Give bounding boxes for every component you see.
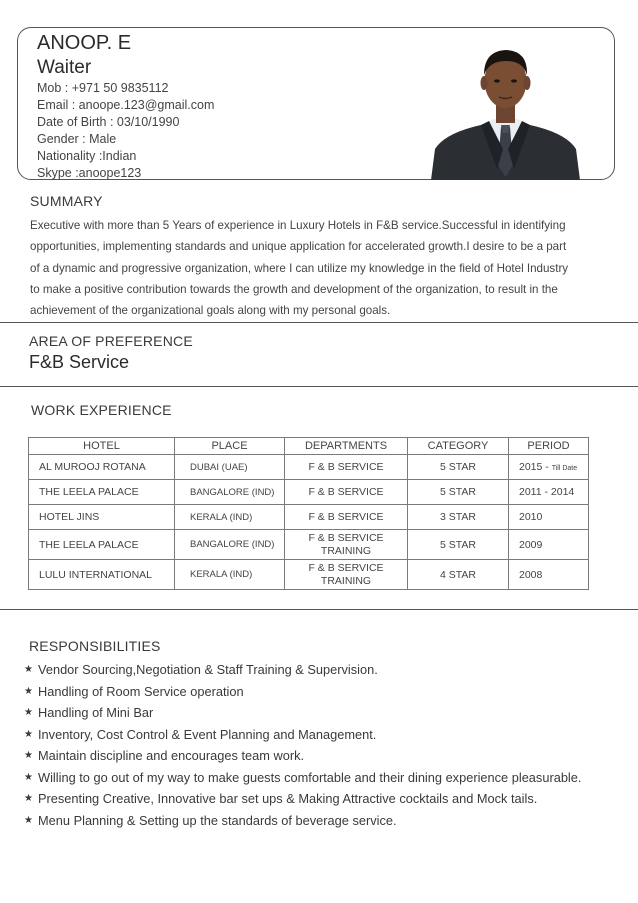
column-header-departments: DEPARTMENTS (285, 438, 408, 455)
list-item (24, 724, 581, 746)
cell-place: DUBAI (UAE) (175, 455, 285, 480)
summary-line: to make a positive contribution towards the growth and development of the organization, to result in the (30, 282, 558, 296)
cell-hotel: LULU INTERNATIONAL (29, 560, 175, 590)
table-row (29, 560, 589, 590)
cell-period: 2009 (509, 530, 589, 560)
list-item-text: Inventory, Cost Control & Event Planning and Management. (38, 726, 377, 742)
cell-department: F & B SERVICE (285, 505, 408, 530)
candidate-name: ANOOP. E (37, 32, 132, 54)
profile-photo-illustration (431, 41, 580, 180)
period-note: Till Date (551, 465, 578, 472)
section-divider (0, 609, 638, 610)
cell-period: 2010 (509, 505, 589, 530)
contact-skype: Skype :anoope123 (37, 166, 142, 180)
list-item (24, 681, 581, 703)
star-icon: ★ (24, 728, 33, 740)
list-item (24, 767, 581, 789)
cell-place: BANGALORE (IND) (175, 530, 285, 560)
cell-place: KERALA (IND) (175, 560, 285, 590)
cell-department: F & B SERVICE (285, 455, 408, 480)
star-icon: ★ (24, 685, 33, 697)
summary-text (30, 215, 608, 321)
contact-mobile: Mob : +971 50 9835112 (37, 81, 169, 95)
contact-email: Email : anoope.123@gmail.com (37, 98, 215, 112)
cell-category: 3 STAR (408, 505, 509, 530)
star-icon: ★ (24, 707, 33, 718)
responsibilities-list (24, 659, 581, 831)
list-item (24, 810, 581, 832)
list-item (24, 788, 581, 810)
cell-category: 5 STAR (408, 455, 509, 480)
contact-nationality: Nationality :Indian (37, 149, 137, 163)
cell-hotel: AL MUROOJ ROTANA (29, 455, 175, 480)
cell-hotel: THE LEELA PALACE (29, 480, 175, 505)
period-text: 2015 - (519, 461, 549, 473)
table-header-row (29, 438, 589, 455)
star-icon: ★ (24, 771, 33, 783)
list-item (24, 659, 581, 681)
list-item (24, 745, 581, 767)
summary-line: opportunities, implementing standards and unique application for accelerated growth.I desire to be a part (30, 240, 567, 254)
cell-period: 2011 - 2014 (509, 480, 589, 505)
cell-hotel: THE LEELA PALACE (29, 530, 175, 560)
cell-department: F & B SERVICE TRAINING (285, 530, 408, 560)
summary-line: Executive with more than 5 Years of experience in Luxury Hotels in F&B service.Successful in identifying (30, 219, 566, 232)
cell-place: KERALA (IND) (175, 505, 285, 530)
table-row (29, 455, 589, 480)
summary-line: of a dynamic and progressive organization, where I can utilize my knowledge in the field of Hotel Industry (30, 261, 569, 275)
preference-heading: AREA OF PREFERENCE (29, 333, 193, 349)
list-item-text: Maintain discipline and encourages team work. (38, 748, 305, 763)
column-header-category: CATEGORY (408, 438, 509, 455)
column-header-hotel: HOTEL (29, 438, 175, 455)
section-divider (0, 322, 638, 323)
star-icon: ★ (24, 750, 33, 761)
list-item-text: Handling of Mini Bar (38, 705, 154, 720)
list-item-text: Menu Planning & Setting up the standards of beverage service. (38, 812, 397, 828)
list-item-text: Presenting Creative, Innovative bar set ups & Making Attractive cocktails and Mock tails. (38, 791, 538, 806)
column-header-period: PERIOD (509, 438, 589, 455)
contact-details (37, 80, 214, 182)
summary-heading: SUMMARY (30, 193, 103, 209)
work-heading: WORK EXPERIENCE (31, 402, 172, 418)
contact-gender: Gender : Male (37, 132, 117, 146)
table-row (29, 505, 589, 530)
work-experience-table (28, 437, 589, 590)
table-row (29, 530, 589, 560)
profile-photo (431, 41, 580, 180)
list-item (24, 702, 581, 724)
contact-dob: Date of Birth : 03/10/1990 (37, 115, 180, 129)
star-icon: ★ (24, 664, 33, 675)
star-icon: ★ (24, 814, 33, 826)
cell-period (509, 455, 589, 480)
cell-place: BANGALORE (IND) (175, 480, 285, 505)
table-row (29, 480, 589, 505)
summary-line: achievement of the organizational goals along with my personal goals. (30, 304, 391, 318)
column-header-place: PLACE (175, 438, 285, 455)
cell-category: 4 STAR (408, 560, 509, 590)
section-divider (0, 386, 638, 387)
cell-category: 5 STAR (408, 530, 509, 560)
cell-period: 2008 (509, 560, 589, 590)
list-item-text: Willing to go out of my way to make guests comfortable and their dining experience pleasurable. (38, 769, 582, 785)
job-title: Waiter (37, 57, 92, 78)
cell-department: F & B SERVICE (285, 480, 408, 505)
star-icon: ★ (24, 793, 33, 804)
list-item-text: Vendor Sourcing,Negotiation & Staff Training & Supervision. (38, 662, 378, 677)
cell-hotel: HOTEL JINS (29, 505, 175, 530)
cell-department: F & B SERVICE TRAINING (285, 560, 408, 590)
cell-category: 5 STAR (408, 480, 509, 505)
responsibilities-heading: RESPONSIBILITIES (29, 638, 161, 654)
preference-value: F&B Service (29, 352, 130, 372)
list-item-text: Handling of Room Service operation (38, 683, 244, 699)
